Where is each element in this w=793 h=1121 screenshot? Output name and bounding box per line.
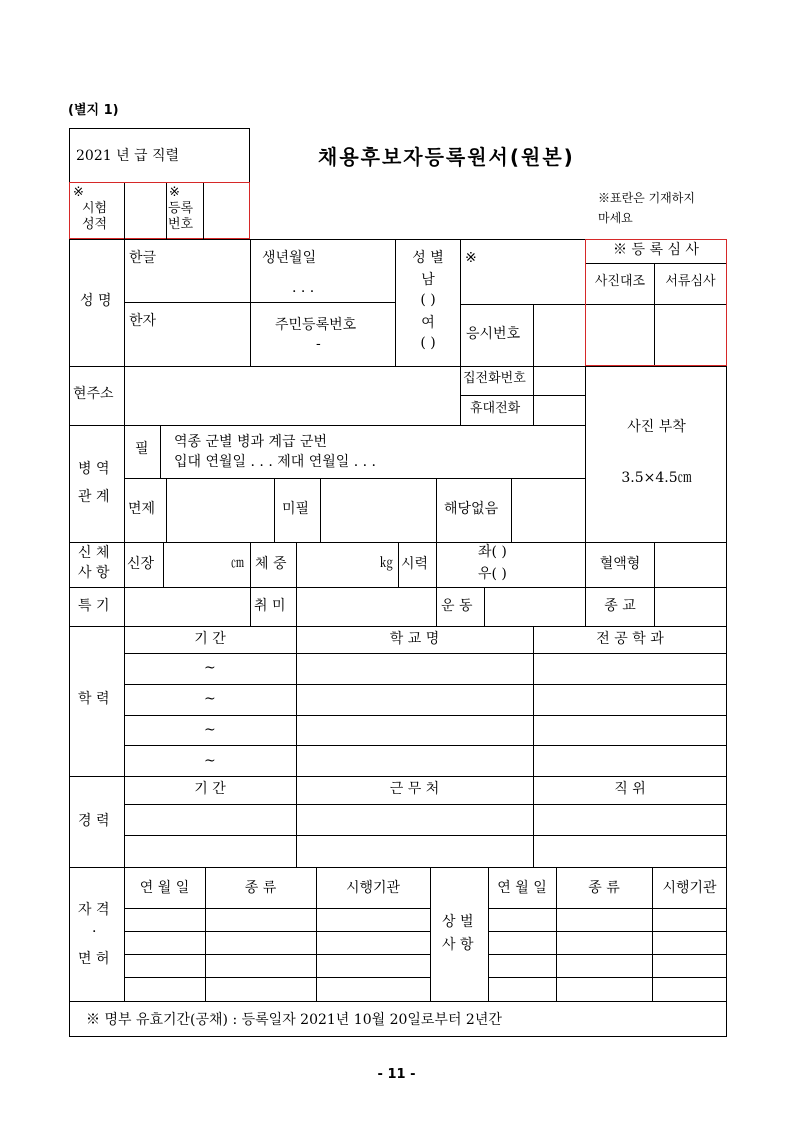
address-label: 현주소 <box>73 386 114 402</box>
vision-left: 좌( ) <box>478 544 507 560</box>
award-header-issuer: 시행기관 <box>662 880 717 896</box>
year-grade-line: 2021 년 급 직렬 <box>76 148 180 164</box>
divider <box>654 587 655 626</box>
divider <box>488 977 727 978</box>
divider <box>460 395 585 396</box>
divider <box>488 954 727 955</box>
license-header-date: 연 월 일 <box>139 880 190 896</box>
note-line: 마세요 <box>598 211 633 225</box>
resident-no-label: 주민등록번호 <box>275 317 357 333</box>
divider <box>124 587 125 626</box>
divider <box>460 239 461 366</box>
education-header-period: 기 간 <box>194 631 226 647</box>
page-number: - 11 - <box>377 1067 416 1082</box>
divider <box>398 542 399 587</box>
reg-no-label: 등록 <box>168 201 194 216</box>
exam-no-label: 응시번호 <box>466 326 521 342</box>
height-label: 신장 <box>127 556 155 572</box>
divider <box>124 653 727 654</box>
award-header-type: 종 류 <box>588 880 620 896</box>
education-row-tilde: ~ <box>204 691 216 707</box>
divider <box>124 715 727 716</box>
gender-female: 여 <box>421 315 435 331</box>
divider <box>124 908 430 909</box>
divider <box>69 239 585 240</box>
divider <box>533 626 534 776</box>
divider <box>124 804 727 805</box>
star-mark: ※ <box>465 250 477 266</box>
height-unit: ㎝ <box>231 556 245 571</box>
vision-right: 우( ) <box>478 566 507 582</box>
reg-no-mark: ※ <box>169 185 180 200</box>
divider <box>69 425 585 426</box>
home-phone-label: 집전화번호 <box>463 371 526 386</box>
divider <box>163 542 164 587</box>
education-label: 학 력 <box>78 691 110 707</box>
award-label: 사 항 <box>442 937 474 953</box>
reg-no-label: 번호 <box>168 217 194 232</box>
divider <box>296 542 297 587</box>
review-photo-label: 사진대조 <box>594 274 646 289</box>
divider <box>69 366 727 367</box>
career-header-position: 직 위 <box>614 781 646 797</box>
award-header-date: 연 월 일 <box>497 880 547 896</box>
religion-label: 종 교 <box>604 598 636 614</box>
special-skill-label: 특 기 <box>78 598 110 614</box>
resident-no-dash: - <box>316 336 321 352</box>
military-label: 관 계 <box>78 489 110 505</box>
validity-note: ※ 명부 유효기간(공채) : 등록일자 2021년 10월 20일로부터 2년간 <box>86 1012 502 1028</box>
divider <box>124 931 430 932</box>
birth-dots: . . . <box>292 280 315 296</box>
divider <box>124 302 395 303</box>
birth-label: 생년월일 <box>262 250 317 266</box>
career-label: 경 력 <box>78 813 110 829</box>
divider <box>436 478 437 542</box>
divider <box>124 366 125 425</box>
divider <box>69 587 727 588</box>
military-na-label: 해당없음 <box>444 501 499 517</box>
career-header-period: 기 간 <box>194 781 226 797</box>
blood-type-label: 혈액형 <box>599 556 641 572</box>
military-label: 병 역 <box>78 461 110 477</box>
divider <box>585 366 586 542</box>
education-row-tilde: ~ <box>204 660 216 676</box>
hanja-label: 한자 <box>129 313 157 329</box>
divider <box>511 478 512 542</box>
divider <box>124 835 727 836</box>
education-row-tilde: ~ <box>204 722 216 738</box>
career-header-workplace: 근 무 처 <box>389 781 440 797</box>
divider <box>274 478 275 542</box>
license-label-dot: · <box>92 924 97 940</box>
review-title: ※ 등 록 심 사 <box>613 242 699 258</box>
weight-label: 체 중 <box>255 556 287 572</box>
mobile-label: 휴대전화 <box>470 401 521 416</box>
divider <box>460 304 585 305</box>
gender-male-paren: ( ) <box>420 292 436 308</box>
review-docs-label: 서류심사 <box>665 274 716 289</box>
divider <box>320 478 321 542</box>
divider <box>296 626 297 776</box>
divider <box>69 626 727 627</box>
military-completed-label: 필 <box>135 441 149 457</box>
divider <box>296 587 297 626</box>
divider <box>160 425 161 478</box>
divider <box>250 587 251 626</box>
sport-label: 운 동 <box>441 598 473 614</box>
exam-score-label: 시험 <box>82 201 108 216</box>
divider <box>124 626 125 776</box>
divider <box>124 745 727 746</box>
note-line: ※표란은 기재하지 <box>598 191 695 205</box>
military-incomplete-label: 미필 <box>282 501 310 517</box>
photo-size-label: 3.5×4.5㎝ <box>621 470 692 486</box>
gender-male: 남 <box>421 272 435 288</box>
annex-label: (별지 1) <box>68 103 119 118</box>
form-title: 채용후보자등록원서(원본) <box>318 145 575 169</box>
divider <box>250 542 251 587</box>
hangul-label: 한글 <box>129 250 157 266</box>
exam-score-label: 성적 <box>82 217 108 232</box>
divider <box>166 478 167 542</box>
divider <box>488 931 727 932</box>
hobby-label: 취 미 <box>254 598 286 614</box>
license-header-issuer: 시행기관 <box>345 880 401 896</box>
gender-label: 성 별 <box>412 250 444 266</box>
license-label: 면 허 <box>78 951 110 967</box>
education-header-major: 전 공 학 과 <box>596 631 664 647</box>
license-label: 자 격 <box>78 902 110 918</box>
divider <box>124 684 727 685</box>
divider <box>69 1001 727 1002</box>
divider <box>124 977 430 978</box>
education-row-tilde: ~ <box>204 753 216 769</box>
vision-label: 시력 <box>401 556 429 572</box>
award-label: 상 벌 <box>442 914 474 930</box>
military-row2: 입대 연월일 . . . 제대 연월일 . . . <box>174 454 376 470</box>
divider <box>533 304 534 366</box>
divider <box>124 542 125 587</box>
license-header-type: 종 류 <box>244 880 277 896</box>
military-exempt-label: 면제 <box>128 501 156 517</box>
divider <box>654 542 655 587</box>
divider <box>586 263 726 264</box>
body-label: 사 항 <box>78 565 110 581</box>
name-label: 성 명 <box>80 293 112 309</box>
military-row1: 역종 군별 병과 계급 군번 <box>174 434 328 450</box>
divider <box>203 183 204 239</box>
divider <box>69 776 727 777</box>
divider <box>124 478 585 479</box>
weight-unit: ㎏ <box>380 556 394 571</box>
divider <box>430 867 431 1001</box>
education-header-school: 학 교 명 <box>389 631 440 647</box>
body-label: 신 체 <box>78 545 110 561</box>
divider <box>166 183 167 239</box>
photo-attach-label: 사진 부착 <box>627 419 686 435</box>
gender-female-paren: ( ) <box>420 335 436 351</box>
divider <box>124 425 125 542</box>
divider <box>488 908 727 909</box>
divider <box>124 954 430 955</box>
divider <box>69 867 727 868</box>
divider <box>436 587 437 626</box>
divider <box>436 542 437 587</box>
divider <box>484 587 485 626</box>
exam-score-mark: ※ <box>73 185 84 200</box>
divider <box>586 304 726 305</box>
divider <box>124 183 125 239</box>
